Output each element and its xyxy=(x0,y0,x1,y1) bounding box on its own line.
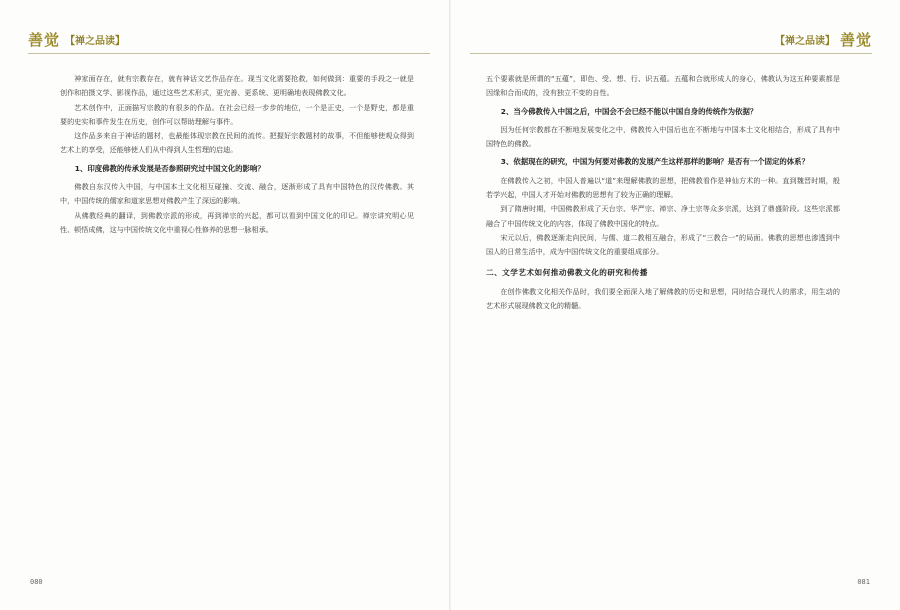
paragraph: 五个要素就是所谓的“五蕴”，即色、受、想、行、识五蕴。五蕴和合就形成人的身心，佛教认为这五种要素都是因缘和合而成的，没有独立不变的自性。 xyxy=(486,74,840,98)
header-logo: 善觉 xyxy=(28,30,61,49)
header-rule xyxy=(28,53,430,54)
left-page-header xyxy=(28,28,125,50)
header-section-tag: 【禅之品读】 xyxy=(65,35,126,47)
paragraph: 到了隋唐时期，中国佛教形成了天台宗、华严宗、禅宗、净土宗等众多宗派，达到了鼎盛阶段。这些宗派都融合了中国传统文化的内容，体现了佛教中国化的特点。 xyxy=(486,204,840,228)
paragraph: 神家面存在，就有宗教存在，就有神话文艺作品存在。现当文化需要抢救，如何做到：重要的手段之一就是创作和拍摄文学、影视作品，通过这些艺术形式，更完善、更系统、更明确地表现佛教文化。 xyxy=(60,74,414,98)
right-page-body xyxy=(486,72,840,313)
section-question-heading: 2、当今佛教传入中国之后，中国会不会已经不能以中国自身的传统作为依据？ xyxy=(500,106,758,116)
section-question-heading: 3、依据现在的研究，中国为何要对佛教的发展产生这样那样的影响？是否有一个固定的体系？ xyxy=(500,157,809,167)
header-section-tag: 【禅之品读】 xyxy=(774,35,835,47)
paragraph: 因为任何宗教都在不断地发展变化之中，佛教传入中国后也在不断地与中国本土文化相结合，形成了具有中国特色的佛教。 xyxy=(486,124,840,149)
paragraph: 宋元以后，佛教逐渐走向民间，与儒、道二教相互融合，形成了“三教合一”的局面。佛教的思想也渗透到中国人的日常生活中，成为中国传统文化的重要组成部分。 xyxy=(486,232,840,257)
section-question-heading: 1、印度佛教的传承发展是否参照研究过中国文化的影响？ xyxy=(74,163,265,173)
paragraph: 艺术创作中，正面描写宗教的有很多的作品。在社会已经一步步的地位，一个是正史，一个是野史，都是重要的史实和事件发生在历史，创作可以帮助理解与事件。 xyxy=(60,102,414,126)
page-number: 080 xyxy=(30,578,43,586)
header-logo: 善觉 xyxy=(839,30,872,49)
paragraph: 这作品多来自于神话的题材，也最能体现宗教在民间的流传。把握好宗教题材的故事，不但能够使观众得到艺术上的享受，还能够使人们从中得到人生哲理的启迪。 xyxy=(60,131,414,155)
right-page xyxy=(450,0,900,610)
page-number: 081 xyxy=(857,578,870,586)
header-rule xyxy=(470,53,872,54)
paragraph: 佛教自东汉传入中国，与中国本土文化相互碰撞、交流、融合，逐渐形成了具有中国特色的汉传佛教。其中，中国传统的儒家和道家思想对佛教产生了深远的影响。 xyxy=(60,182,414,206)
paragraph: 在创作佛教文化相关作品时，我们要全面深入地了解佛教的历史和思想，同时结合现代人的需求，用生动的艺术形式展现佛教文化的精髓。 xyxy=(486,286,840,311)
section-heading: 二、文学艺术如何推动佛教文化的研究和传播 xyxy=(486,267,648,277)
paragraph: 从佛教经典的翻译，到佛教宗派的形成，再到禅宗的兴起，都可以看到中国文化的印记。禅宗讲究明心见性、顿悟成佛，这与中国传统文化中重视心性修养的思想一脉相承。 xyxy=(60,210,414,234)
left-page-body xyxy=(60,72,414,237)
paragraph: 在佛教传入之初，中国人普遍以“道”来理解佛教的思想，把佛教看作是神仙方术的一种。直到魏晋时期，般若学兴起，中国人才开始对佛教的思想有了较为正确的理解。 xyxy=(486,175,840,200)
right-page-header xyxy=(775,28,872,50)
